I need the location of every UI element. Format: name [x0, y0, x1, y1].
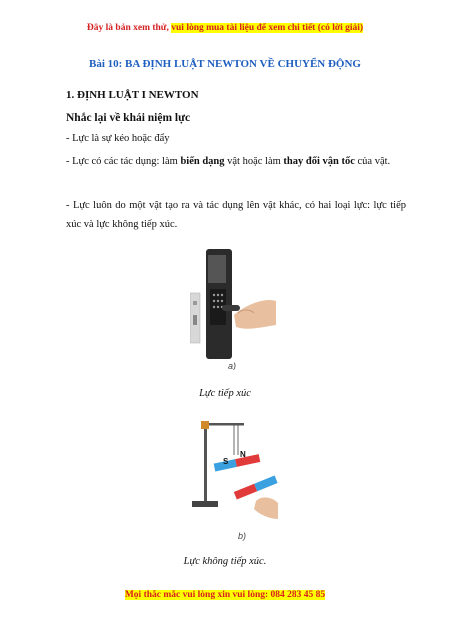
subheading: Nhắc lại về khái niệm lực	[66, 112, 191, 124]
bullet-force-effects	[66, 152, 406, 171]
banner-prefix: Đây là bản xem thử,	[86, 23, 172, 33]
preview-banner	[0, 23, 450, 33]
bold-term-deform: biến dạng	[180, 156, 225, 167]
figure-a-caption: Lực tiếp xúc	[199, 388, 251, 399]
pole-n-label: N	[242, 478, 248, 487]
banner-highlight: vui lòng mua tài liệu để xem chi tiết (có lời giải)	[171, 23, 364, 33]
bullet-force-types: - Lực luôn do một vật tạo ra và tác dụng lên vật khác, có hai loại lực: lực tiếp xúc và lực không tiếp xúc.	[66, 200, 406, 230]
footer-text: Mọi thắc mắc vui lòng xin vui lòng: 084 283 45 85	[124, 590, 326, 600]
figure-b-label: b)	[238, 531, 247, 541]
bold-term-velocity: thay đổi vận tốc	[283, 156, 355, 167]
pole-s-label: S	[223, 457, 229, 466]
lesson-title: Bài 10: BA ĐỊNH LUẬT NEWTON VỀ CHUYỂN ĐỘNG	[89, 58, 361, 70]
bullet-force-definition: - Lực là sự kéo hoặc đẩy	[66, 133, 170, 144]
figure-b-caption: Lực không tiếp xúc.	[183, 556, 267, 567]
footer-contact	[0, 590, 450, 600]
magnet-stand-icon	[190, 415, 280, 543]
pole-n-label: N	[240, 450, 246, 459]
door-lock-hand-icon	[190, 245, 280, 370]
text-span: vật hoặc làm	[224, 156, 284, 167]
text-span: của vật.	[354, 156, 391, 167]
figure-a-label: a)	[228, 361, 237, 370]
text-span: - Lực có các tác dụng: làm	[66, 156, 181, 167]
section-heading: 1. ĐỊNH LUẬT I NEWTON	[66, 89, 199, 101]
